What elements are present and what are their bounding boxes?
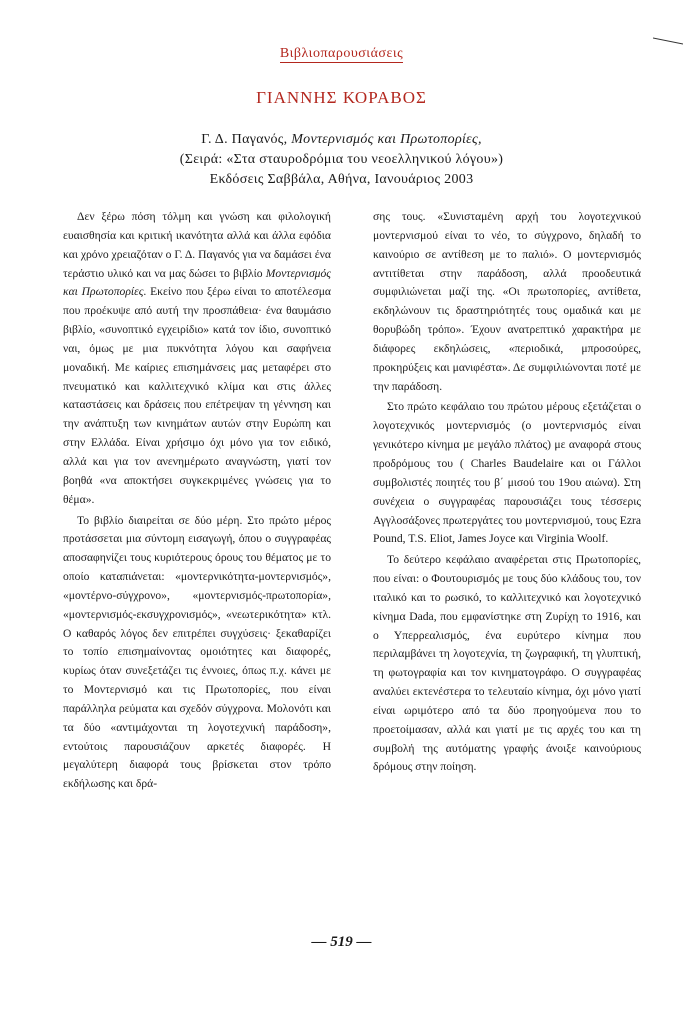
citation-line-1 <box>0 130 683 150</box>
citation-author: Γ. Δ. Παγανός, <box>201 132 292 147</box>
paragraph: Στο πρώτο κεφάλαιο του πρώτου μέρους εξετάζεται ο λογοτεχνικός μοντερνισμός (ο μοντερνισμός είναι γενικότερο κίνημα με μεγάλο πλάτος) με αναφορά στους προδρόμους του ( Charles Baudelaire και οι Γάλλοι συμβολιστές ποιητές του β΄ μισού του 19ου αιώνα). Στη συνέχεια ο συγγραφέας παρουσιάζει τους τέσσερις Αγγλοσάξονες πρωτεργάτες του μοντερνισμού, τους Ezra Pound, T.S. Eliot, James Joyce και Virginia Woolf. <box>373 400 641 546</box>
paragraph: Το δεύτερο κεφάλαιο αναφέρεται στις Πρωτοπορίες, που είναι: ο Φουτουρισμός με τους δύο κλάδους του, τον ιταλικό και το ρωσικό, το καλλιτεχνικό και λογοτεχνικό κίνημα Dada, που εμφανίστηκε στη Ζυρίχη το 1916, και ο Υπερρεαλισμός, ένα ευρύτερο κίνημα που περιλαμβάνει τη λογοτεχνία, τη ζωγραφική, τη γλυπτική, τη φωτογραφία και τον κινηματογράφο. Ο συγγραφέας αναλύει εκτενέστερα το τελευταίο κίνημα, όχι μόνο γιατί είναι ωριμότερο από τα δύο προηγούμενα που το προετοίμασαν, αλλά και γιατί με τις αρχές του και τη συμβολή της αυτόματης γραφής άνοιξε καινούριους δρόμους στην ποίηση. <box>373 553 641 774</box>
page-edge-mark <box>653 36 683 46</box>
citation-title: Μοντερνισμός και Πρωτοπορίες, <box>291 132 482 147</box>
paragraph-text: Δεν ξέρω πόση τόλμη και γνώση και φιλολογική ευαισθησία και κριτική ικανότητα αλλά και άλλα εφόδια και χρόνο χρειαζόταν ο Γ. Δ. Παγανός για να δαμάσει ένα τεράστιο υλικό και να μας δώσει το βιβλίο <box>63 210 331 280</box>
section-label <box>0 46 683 62</box>
right-column <box>373 208 641 777</box>
paragraph <box>63 208 331 510</box>
page-number: — 519 — <box>311 934 372 950</box>
citation-publisher: Εκδόσεις Σαββάλα, Αθήνα, Ιανουάριος 2003 <box>209 172 474 187</box>
paragraph: Το βιβλίο διαιρείται σε δύο μέρη. Στο πρώτο μέρος προτάσσεται μια σύντομη εισαγωγή, όπου ο συγγραφέας αποσαφηνίζει τους κυριότερους όρους του θέματος με το οποίο καταπιάνεται: «μοντερνικότητα-μοντερνισμός», «μοντέρνο-σύγχρονο», «μοντερνισμός-πρωτοπορία», «μοντερνισμός-εκσυγχρονισμός», «νεωτερικότητα» κτλ. Ο καθαρός λόγος δεν επιτρέπει συγχύσεις· ξεκαθαρίζει το τοπίο επισημαίνοντας ομοιότητες και διαφορές, κυρίως όταν συνεξετάζει τις έννοιες, όπως π.χ. κάνει με το Μοντερνισμό και τις Πρωτοπορίες, που είναι παράλληλα ρεύματα και σχεδόν σύγχρονα. Μολονότι και τα δύο «αντιμάχονται τη λογοτεχνική παράδοση», εντούτοις παρουσιάζουν αρκετές διαφορές. Η μεγαλύτερη διαφορά τους βρίσκεται στον τρόπο εκδήλωσης και δρά- <box>63 513 331 791</box>
review-author: ΓΙΑΝΝΗΣ ΚΟΡΑΒΟΣ <box>256 88 427 107</box>
paragraph-text: . Εκείνο που ξέρω είναι το αποτέλεσμα που προέκυψε από αυτή την προσπάθεια· ένα θαυμάσιο βιβλίο, «συνοπτικό εγχειρίδιο» κατά τον ίδιο, συνοπτικό ναι, όμως με μια πυκνότητα λόγου και σαφήνεια μοναδική. Με καίριες επισημάνσεις μας μεταφέρει στο πνευματικό και καλλιτεχνικό κλίμα και στις άλλες καταστάσεις και δράσεις που επέτρεψαν τη γέννηση και την ανάπτυξη των κινημάτων αυτών στην Ευρώπη και στην Ελλάδα. Είναι χρήσιμο όχι μόνο για τον ειδικό, αλλά και για τον ανενημέρωτο αναγνώστη, γιατί τον βοηθά «να αποκτήσει συγκεκριμένες γνώσεις για το θέμα». <box>63 285 331 506</box>
book-citation <box>0 130 683 190</box>
book-title-inline: Μοντερνισμός και Πρωτοπορίες <box>63 266 331 299</box>
paragraph: σης τους. «Συνισταμένη αρχή του λογοτεχνικού μοντερνισμού είναι το νέο, το σύγχρονο, δηλαδή το καινούριο σε αντίθεση με το παλιό». Ο μοντερνισμός αντιτίθεται στην παράδοση, αλλά προοδευτικά συμφιλιώνεται μαζί της. «Οι πρωτοπορίες, αντίθετα, εκδηλώνουν τις δραστηριότητές τους ομαδικά και με θορυβώδη τρόπο». Έχουν ανατρεπτικό χαρακτήρα με διάφορες εκδηλώσεις, «περιοδικά, μπροσούρες, προκηρύξεις και μανιφέστα». Δε συμφιλιώνονται ποτέ με την παράδοση. <box>373 210 641 393</box>
left-column <box>63 208 331 794</box>
section-label-text: Βιβλιοπαρουσιάσεις <box>279 46 404 61</box>
citation-series: (Σειρά: «Στα σταυροδρόμια του νεοελληνικού λόγου») <box>179 152 504 167</box>
